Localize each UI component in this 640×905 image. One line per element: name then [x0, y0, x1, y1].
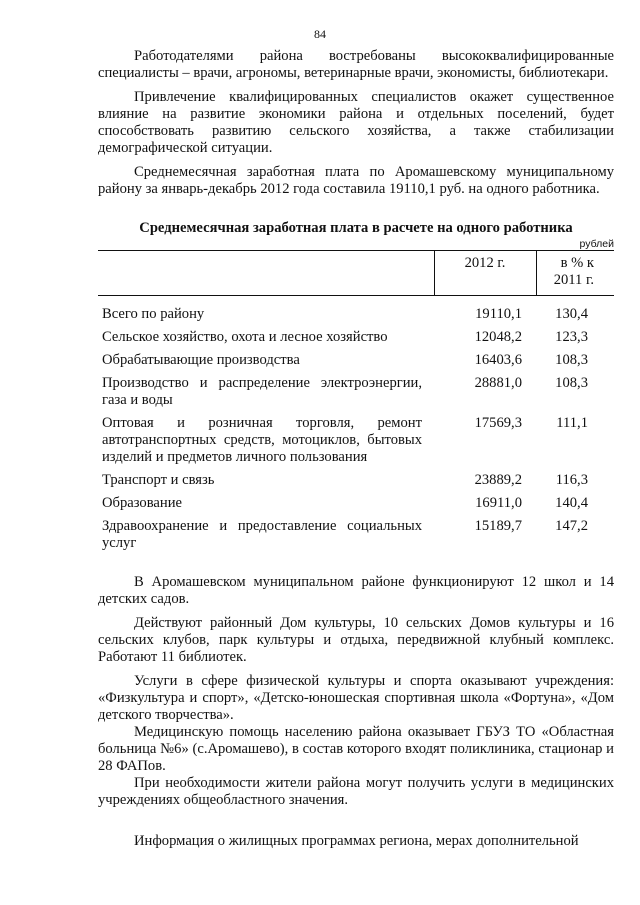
page-content — [98, 48, 614, 850]
row-name: Обрабатывающие производства — [102, 352, 300, 368]
table-row — [98, 346, 614, 369]
row-value-2012: 16403,6 — [474, 352, 522, 368]
table-units: рублей — [579, 238, 614, 250]
table-row — [98, 489, 614, 512]
paragraph-average-wage: Среднемесячная заработная плата по Аромашевскому муниципальному району за январь-декабрь 2012 года составила 19110,1 руб. на одного работника. — [98, 164, 614, 197]
header-2012: 2012 г. — [434, 251, 536, 296]
header-category — [98, 251, 434, 296]
paragraph-medical: Медицинскую помощь населению района оказывает ГБУЗ ТО «Областная больница №6» (с.Аромашево), в состав которого входят поликлиника, стационар и 28 ФАПов. — [98, 724, 614, 774]
table-row — [98, 296, 614, 324]
page-number: 84 — [314, 27, 326, 41]
row-percent: 123,3 — [555, 329, 588, 345]
row-name: Всего по району — [102, 306, 205, 322]
paragraph-medical-regional: При необходимости жители района могут получить услуги в медицинских учреждениях общеобластного значения. — [98, 775, 614, 808]
row-percent: 108,3 — [555, 375, 588, 391]
table-row — [98, 369, 614, 409]
row-name: Образование — [102, 495, 182, 511]
table-row — [98, 512, 614, 552]
row-value-2012: 17569,3 — [474, 415, 522, 431]
table-row — [98, 409, 614, 466]
row-percent: 116,3 — [555, 472, 588, 488]
paragraph-attracting-specialists: Привлечение квалифицированных специалистов окажет существенное влияние на развитие экономики района и отдельных поселений, будет способствовать развитию сельского хозяйства, а также стабилизации демографической ситуации. — [98, 89, 614, 156]
table-row — [98, 466, 614, 489]
row-value-2012: 16911,0 — [475, 495, 522, 511]
row-percent: 140,4 — [555, 495, 588, 511]
row-value-2012: 23889,2 — [474, 472, 522, 488]
row-percent: 130,4 — [555, 306, 588, 322]
header-percent: в % к 2011 г. — [536, 251, 614, 296]
row-percent: 108,3 — [555, 352, 588, 368]
wage-table — [98, 250, 614, 552]
table-title: Среднемесячная заработная плата в расчете на одного работника — [139, 220, 573, 236]
row-value-2012: 19110,1 — [475, 306, 522, 322]
row-name: Транспорт и связь — [102, 472, 215, 488]
row-name: Здравоохранение и предоставление социальных услуг — [102, 518, 422, 551]
row-value-2012: 15189,7 — [474, 518, 522, 534]
paragraph-sport: Услуги в сфере физической культуры и спорта оказывают учреждения: «Физкультура и спорт», «Детско-юношеская спортивная школа «Фортуна», «Дом детского творчества». — [98, 673, 614, 723]
paragraph-culture: Действуют районный Дом культуры, 10 сельских Домов культуры и 16 сельских клубов, парк культуры и отдыха, передвижной клубный комплекс. Работают 11 библиотек. — [98, 615, 614, 665]
row-name: Производство и распределение электроэнергии, газа и воды — [102, 375, 422, 408]
row-percent: 147,2 — [555, 518, 588, 534]
paragraph-housing-programs: Информация о жилищных программах региона, мерах дополнительной — [134, 833, 579, 849]
row-name: Оптовая и розничная торговля, ремонт автотранспортных средств, мотоциклов, бытовых изделий и предметов личного пользования — [102, 415, 422, 465]
row-value-2012: 28881,0 — [474, 375, 522, 391]
paragraph-demand-specialists: Работодателями района востребованы высококвалифицированные специалисты – врачи, агрономы, ветеринарные врачи, экономисты, библиотекари. — [98, 48, 614, 81]
paragraph-schools: В Аромашевском муниципальном районе функционируют 12 школ и 14 детских садов. — [98, 574, 614, 607]
table-header-row — [98, 251, 614, 296]
row-percent: 111,1 — [556, 415, 588, 431]
table-row — [98, 323, 614, 346]
row-name: Сельское хозяйство, охота и лесное хозяйство — [102, 329, 388, 345]
row-value-2012: 12048,2 — [474, 329, 522, 345]
